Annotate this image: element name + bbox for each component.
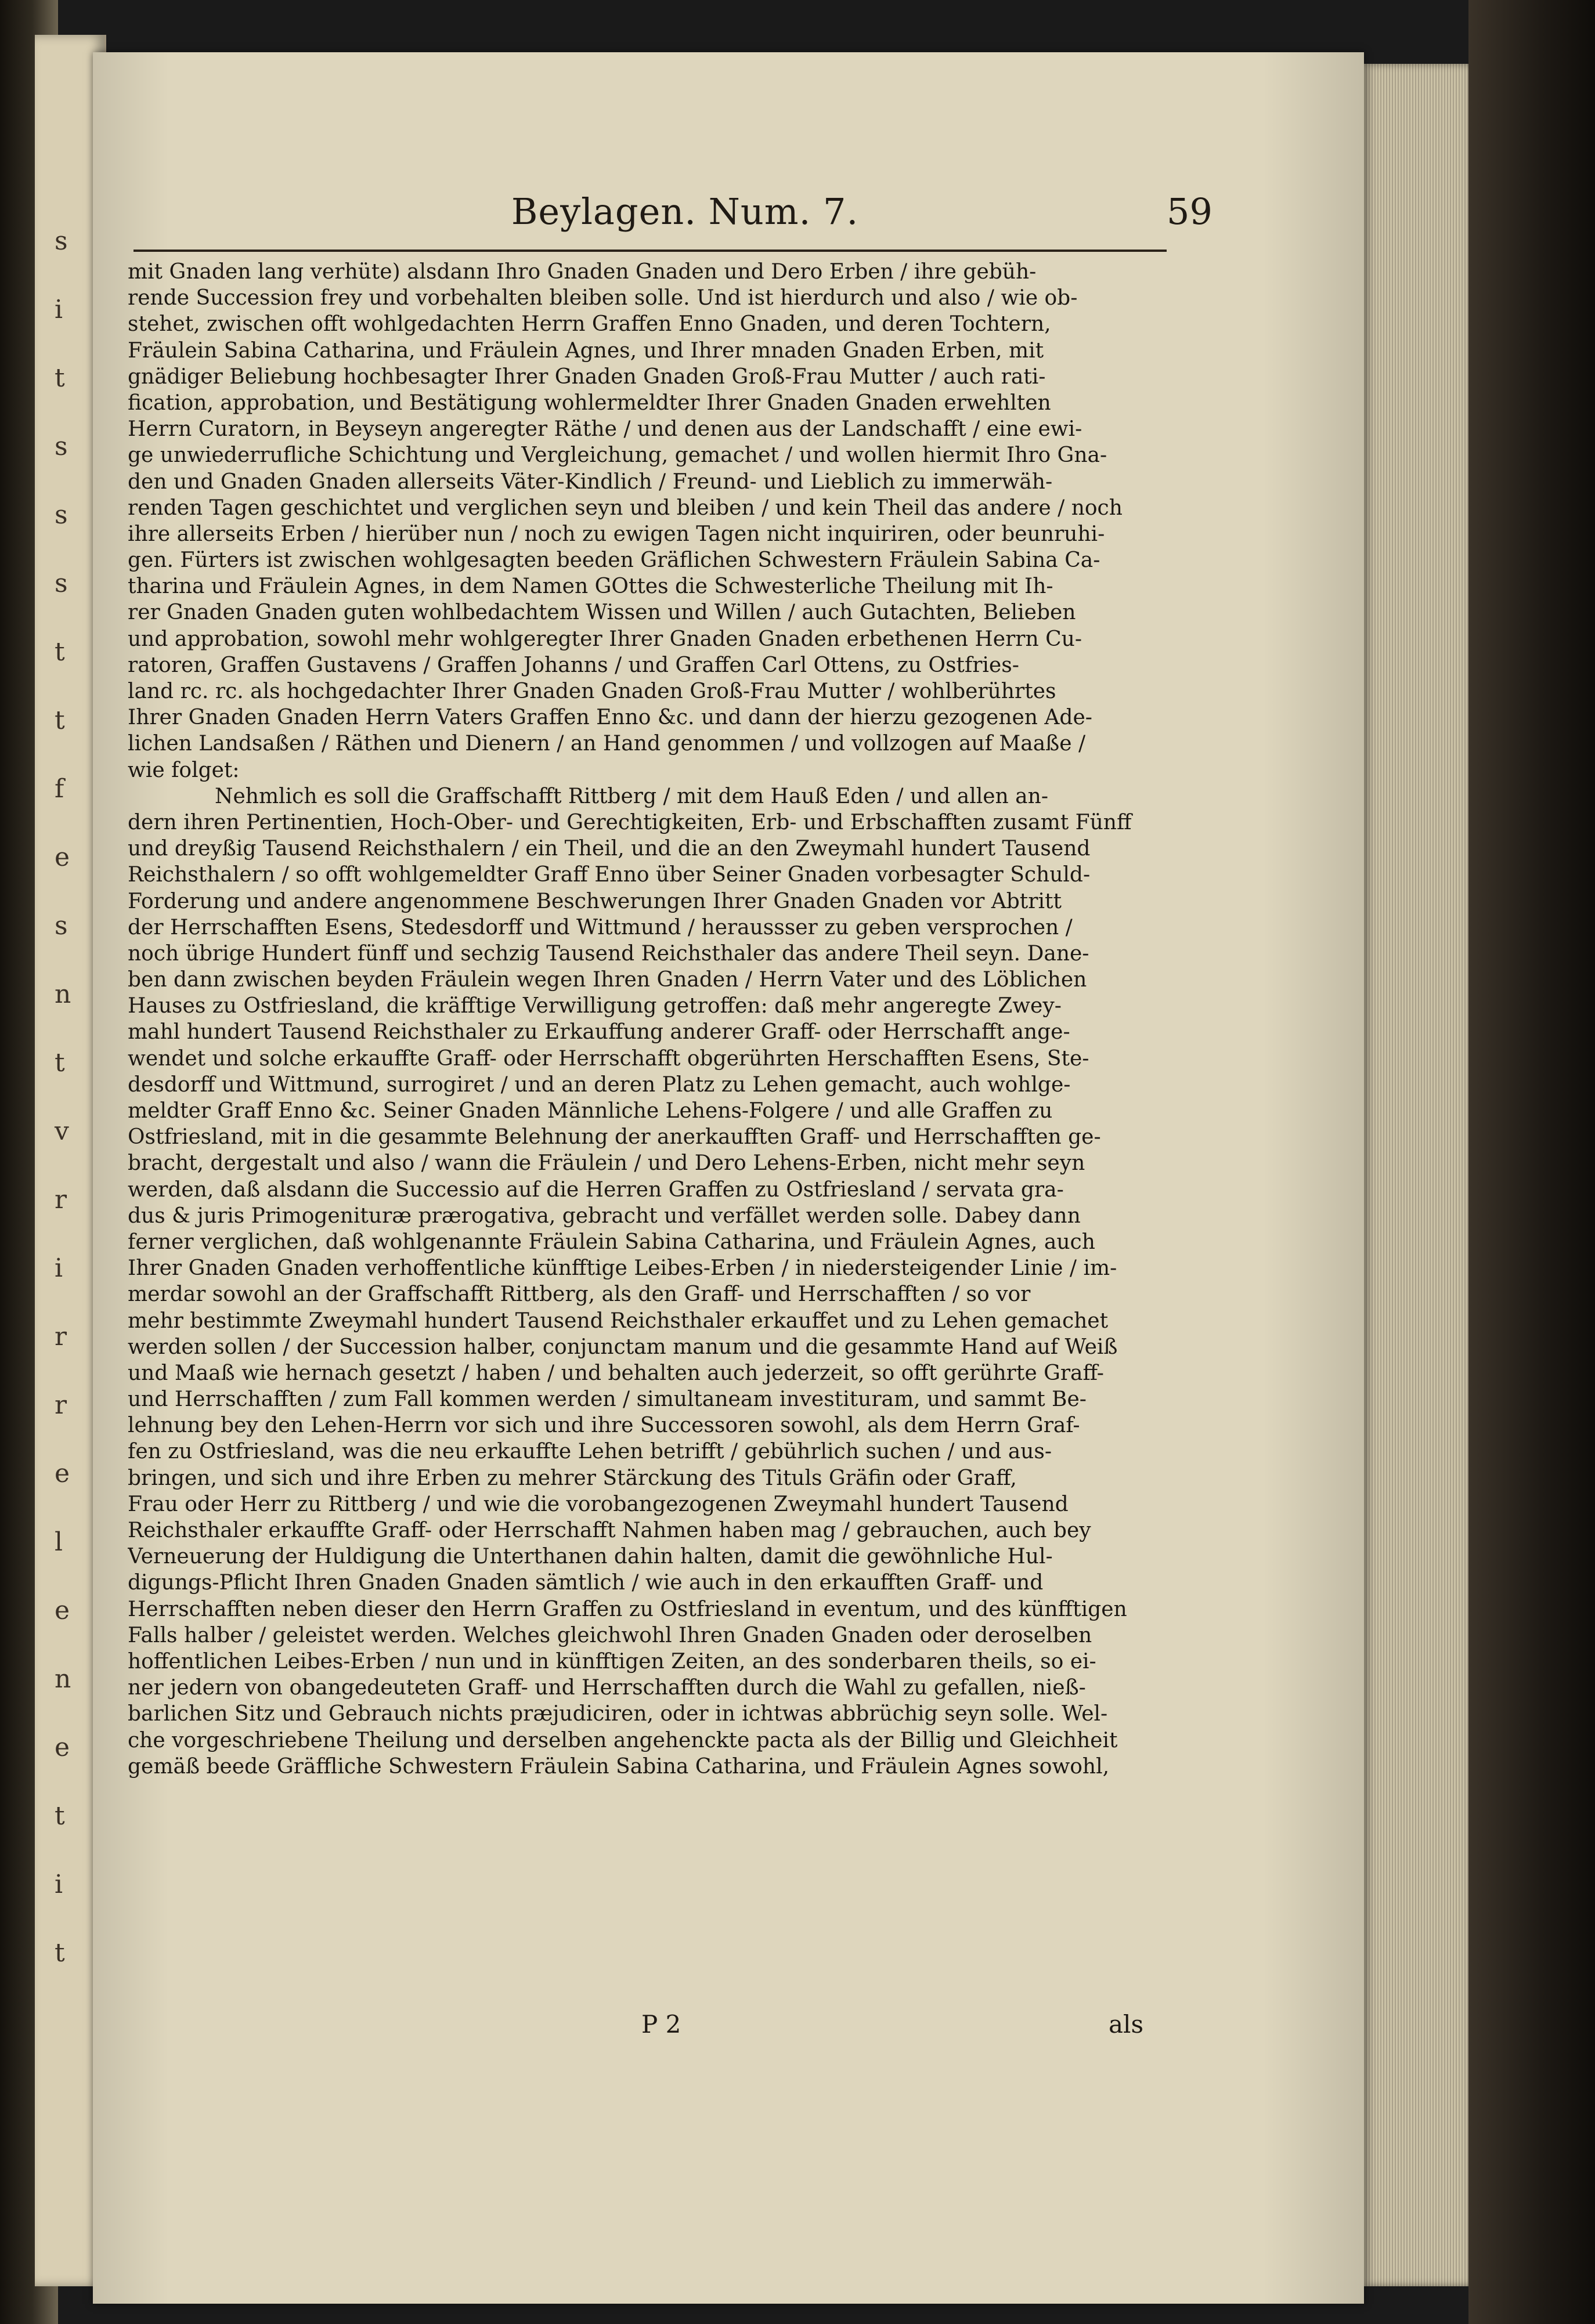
text-line: werden sollen / der Succession halber, conjunctam manum und die gesammte Hand auf Weiß (128, 1335, 1118, 1359)
text-line: Ostfriesland, mit in die gesammte Belehnung der anerkaufften Graff- und Herrschafften ge- (128, 1125, 1101, 1150)
margin-fragment: s (55, 226, 68, 256)
text-line: mit Gnaden lang verhüte) alsdann Ihro Gnaden Gnaden und Dero Erben / ihre gebüh- (128, 260, 1037, 284)
header-rule (133, 250, 1167, 252)
text-line: rer Gnaden Gnaden guten wohlbedachtem Wissen und Willen / auch Gutachten, Belieben (128, 601, 1076, 625)
text-line: lichen Landsaßen / Räthen und Dienern / an Hand genommen / und vollzogen auf Maaße / (128, 732, 1086, 756)
text-line: der Herrschafften Esens, Stedesdorff und Wittmund / heraussser zu geben versprochen / (128, 915, 1073, 939)
text-line: gemäß beede Gräffliche Schwestern Fräulein Sabina Catharina, und Fräulein Agnes sowohl, (128, 1754, 1110, 1779)
book-binding-right (1468, 0, 1595, 2324)
text-line: Forderung und andere angenommene Beschwerungen Ihrer Gnaden Gnaden vor Abtritt (128, 889, 1062, 913)
margin-fragment: v (55, 1116, 69, 1146)
margin-fragment: t (55, 1801, 65, 1831)
text-line: und approbation, sowohl mehr wohlgeregter Ihrer Gnaden Gnaden erbethenen Herrn Cu- (128, 627, 1082, 651)
text-line: Reichsthalern / so offt wohlgemeldter Graff Enno über Seiner Gnaden vorbesagter Schuld- (128, 863, 1091, 887)
text-line: bringen, und sich und ihre Erben zu mehrer Stärckung des Tituls Gräfin oder Graff, (128, 1466, 1017, 1490)
text-line: Ihrer Gnaden Gnaden verhoffentliche künfftige Leibes-Erben / in niedersteigender Linie / im- (128, 1256, 1117, 1281)
margin-fragment: t (55, 637, 65, 667)
text-line: Nehmlich es soll die Graffschafft Rittberg / mit dem Hauß Eden / und allen an- (215, 784, 1048, 808)
text-line: rende Succession frey und vorbehalten bleiben solle. Und ist hierdurch und also / wie ob- (128, 286, 1078, 310)
text-line: werden, daß alsdann die Successio auf die Herren Graffen zu Ostfriesland / servata gra- (128, 1177, 1064, 1202)
text-line: und Maaß wie hernach gesetzt / haben / und behalten auch jederzeit, so offt gerührte Graff- (128, 1361, 1104, 1385)
text-line: tharina und Fräulein Agnes, in dem Namen GOttes die Schwesterliche Theilung mit Ih- (128, 574, 1053, 599)
page-body-text (128, 259, 1230, 1780)
text-line: renden Tagen geschichtet und verglichen seyn und bleiben / und kein Theil das andere / noch (128, 496, 1123, 520)
text-line: merdar sowohl an der Graffschafft Rittberg, als den Graff- und Herrschafften / so vor (128, 1282, 1031, 1307)
catchword: als (1109, 2010, 1144, 2039)
margin-fragment: e (55, 1596, 70, 1625)
text-line: und Herrschafften / zum Fall kommen werden / simultaneam investituram, und sammt Be- (128, 1387, 1087, 1412)
text-line: Fräulein Sabina Catharina, und Fräulein Agnes, und Ihrer mnaden Gnaden Erben, mit (128, 338, 1044, 363)
text-line: barlichen Sitz und Gebrauch nichts præjudiciren, oder in ichtwas abbrüchig seyn solle. Wel- (128, 1702, 1108, 1726)
text-line: land rc. rc. als hochgedachter Ihrer Gnaden Gnaden Groß-Frau Mutter / wohlberührtes (128, 680, 1056, 703)
margin-fragment: n (55, 1664, 71, 1694)
text-line: dus & juris Primogenituræ prærogativa, gebracht und verfället werden solle. Dabey dann (128, 1203, 1081, 1228)
margin-fragment: s (55, 432, 68, 461)
margin-fragment: r (55, 1185, 67, 1215)
text-line: gen. Fürters ist zwischen wohlgesagten beeden Gräflichen Schwestern Fräulein Sabina Ca- (128, 548, 1100, 573)
margin-fragment: s (55, 569, 68, 598)
margin-fragment: l (55, 1527, 63, 1557)
margin-fragment: t (55, 1938, 65, 1968)
margin-fragment: r (55, 1390, 67, 1420)
text-line: Verneuerung der Huldigung die Unterthanen dahin halten, damit die gewöhnliche Hul- (128, 1545, 1053, 1569)
text-line: mahl hundert Tausend Reichsthaler zu Erkauffung anderer Graff- oder Herrschafft ange- (128, 1020, 1070, 1044)
text-line: stehet, zwischen offt wohlgedachten Herrn Graffen Enno Gnaden, und deren Tochtern, (128, 312, 1051, 337)
margin-fragment: e (55, 1733, 70, 1762)
text-line: desdorff und Wittmund, surrogiret / und an deren Platz zu Lehen gemacht, auch wohlge- (128, 1072, 1071, 1097)
margin-fragment: n (55, 980, 71, 1009)
text-line: den und Gnaden Gnaden allerseits Väter-Kindlich / Freund- und Lieblich zu immerwäh- (128, 469, 1053, 494)
text-line: lehnung bey den Lehen-Herrn vor sich und ihre Successoren sowohl, als dem Herrn Graf- (128, 1414, 1080, 1438)
margin-fragment: t (55, 706, 65, 735)
text-line: ge unwiederrufliche Schichtung und Vergleichung, gemachet / und wollen hiermit Ihro Gna- (128, 443, 1107, 468)
text-line: mehr bestimmte Zweymahl hundert Tausend Reichsthaler erkauffet und zu Lehen gemachet (128, 1309, 1109, 1333)
margin-fragment: e (55, 843, 70, 872)
running-head: Beylagen. Num. 7. (511, 190, 859, 233)
page-header (133, 190, 1236, 243)
margin-fragment: s (55, 911, 68, 941)
margin-fragment: i (55, 295, 63, 324)
margin-fragment: s (55, 500, 68, 530)
text-line: Reichsthaler erkauffte Graff- oder Herrschafft Nahmen haben mag / gebrauchen, auch bey (128, 1519, 1091, 1542)
signature-mark: P 2 (641, 2010, 681, 2039)
text-line: ben dann zwischen beyden Fräulein wegen Ihren Gnaden / Herrn Vater und des Löblichen (128, 968, 1087, 992)
margin-fragment: e (55, 1459, 70, 1488)
text-line: meldter Graff Enno &c. Seiner Gnaden Männliche Lehens-Folgere / und alle Graffen zu (128, 1099, 1053, 1123)
text-line: noch übrige Hundert fünff und sechzig Tausend Reichsthaler das andere Theil seyn. Dane- (128, 941, 1089, 966)
margin-fragment: t (55, 1048, 65, 1078)
text-line: hoffentlichen Leibes-Erben / nun und in künfftigen Zeiten, an des sonderbaren theils, so ei- (128, 1649, 1096, 1674)
text-line: Herrn Curatorn, in Beyseyn angeregter Räthe / und denen aus der Landschafft / eine ewi- (128, 417, 1082, 442)
text-line: Ihrer Gnaden Gnaden Herrn Vaters Graffen Enno &c. und dann der hierzu gezogenen Ade- (128, 706, 1092, 730)
text-line: Herrschafften neben dieser den Herrn Graffen zu Ostfriesland in eventum, und des künfftigen (128, 1597, 1127, 1621)
text-line: ihre allerseits Erben / hierüber nun / noch zu ewigen Tagen nicht inquiriren, oder beunruhi- (128, 522, 1105, 546)
text-line: digungs-Pflicht Ihren Gnaden Gnaden sämtlich / wie auch in den erkaufften Graff- und (128, 1571, 1044, 1595)
text-line: che vorgeschriebene Theilung und derselben angehenckte pacta als der Billig und Gleichheit (128, 1728, 1118, 1752)
book-page (93, 52, 1364, 2304)
text-line: und dreyßig Tausend Reichsthalern / ein Theil, und die an den Zweymahl hundert Tausend (128, 837, 1091, 861)
text-line: ferner verglichen, daß wohlgenannte Fräulein Sabina Catharina, und Fräulein Agnes, auch (128, 1230, 1095, 1254)
text-line: Falls halber / geleistet werden. Welches gleichwohl Ihren Gnaden Gnaden oder deroselben (128, 1623, 1092, 1647)
text-line: wie folget: (128, 758, 240, 782)
text-line: fication, approbation, und Bestätigung wohlermeldter Ihrer Gnaden Gnaden erwehlten (128, 391, 1051, 415)
text-line: dern ihren Pertinentien, Hoch-Ober- und Gerechtigkeiten, Erb- und Erbschafften zusamt Fünff (128, 810, 1132, 834)
margin-fragment: t (55, 363, 65, 393)
text-line: Frau oder Herr zu Rittberg / und wie die vorobangezogenen Zweymahl hundert Tausend (128, 1492, 1069, 1516)
text-line: Hauses zu Ostfriesland, die kräfftige Verwilligung getroffen: daß mehr angeregte Zwey- (128, 994, 1062, 1018)
margin-fragment: f (55, 774, 64, 804)
text-line: bracht, dergestalt und also / wann die Fräulein / und Dero Lehens-Erben, nicht mehr seyn (128, 1151, 1085, 1176)
page-number: 59 (1167, 190, 1213, 233)
text-line: wendet und solche erkauffte Graff- oder Herrschafft obgerührten Herschafften Esens, Ste- (128, 1046, 1089, 1071)
page-block-edge (1364, 64, 1468, 2286)
page-footer (128, 2010, 1230, 2045)
margin-fragment: i (55, 1870, 63, 1899)
margin-fragment: r (55, 1322, 67, 1351)
margin-fragment: i (55, 1253, 63, 1283)
text-line: ratoren, Graffen Gustavens / Graffen Johanns / und Graffen Carl Ottens, zu Ostfries- (128, 653, 1019, 677)
text-line: fen zu Ostfriesland, was die neu erkauffte Lehen betrifft / gebührlich suchen / und aus- (128, 1440, 1052, 1464)
text-line: gnädiger Beliebung hochbesagter Ihrer Gnaden Gnaden Groß-Frau Mutter / auch rati- (128, 364, 1046, 389)
text-line: ner jedern von obangedeuteten Graff- und Herrschafften durch die Wahl zu gefallen, nieß- (128, 1676, 1086, 1700)
